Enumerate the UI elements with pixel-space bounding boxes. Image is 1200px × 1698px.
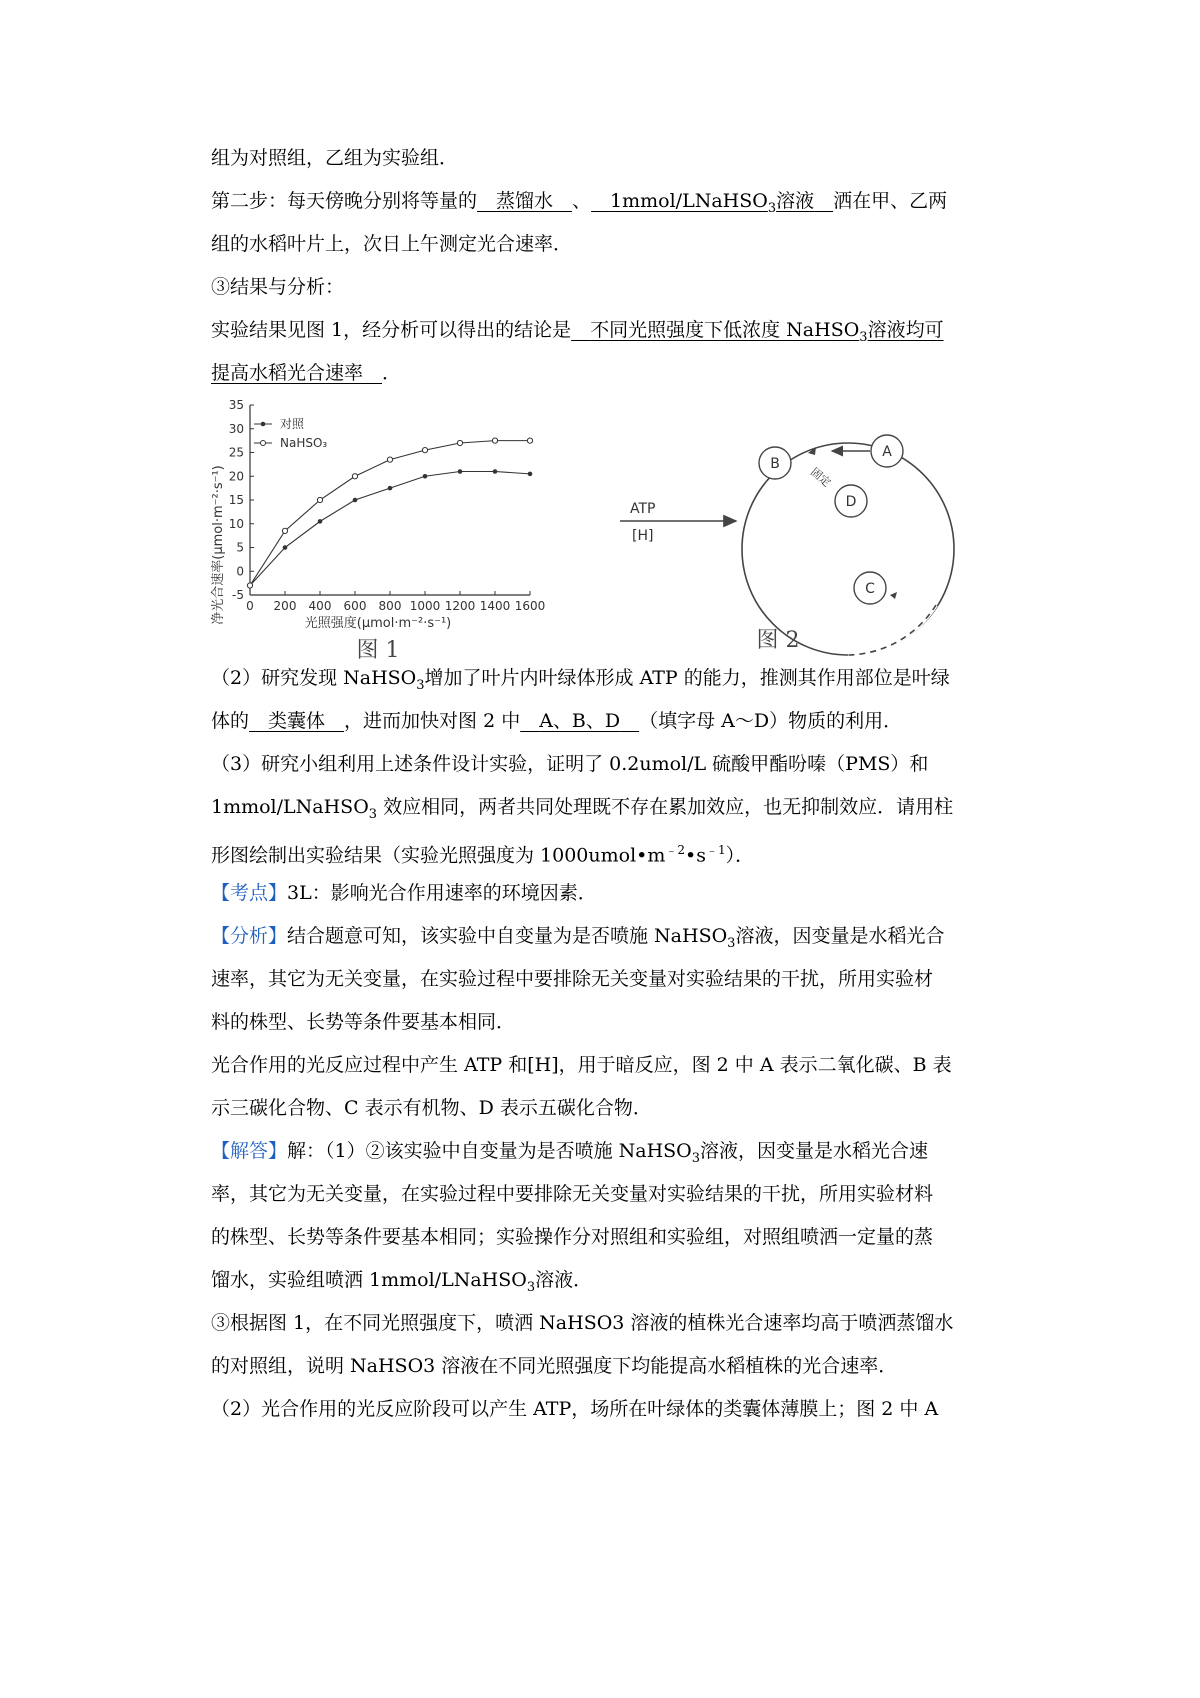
legend-label-control: 对照 [280,417,305,431]
answer-blank: 1mmol/LNaHSO$_3$溶液 [610,190,815,216]
x-tick-label: 1000 [409,599,441,613]
data-point-nahso3 [282,528,287,533]
figure-1-chart [200,395,600,700]
text-line: 组的水稻叶片上，次日上午测定光合速率． [211,233,573,255]
text-line: 的对照组，说明 NaHSO3 溶液在不同光照强度下均能提高水稻植株的光合速率． [211,1355,898,1377]
section-tag-kaodian: 【考点】 [211,882,288,904]
cycle-dashed-arc [848,605,936,655]
data-point-nahso3 [247,583,252,588]
h-label: [H] [632,528,654,544]
text-line: 馏水，实验组喷洒 1mmol/LNaHSO$_3$溶液． [211,1269,593,1295]
text-line: 【考点】3L：影响光合作用速率的环境因素． [211,882,597,904]
text-line: （3）研究小组利用上述条件设计实验，证明了 0.2umol/L 硫酸甲酯吩嗪（PMS）和 [211,753,929,775]
text-line: 示三碳化合物、C 表示有机物、D 表示五碳化合物． [211,1097,652,1119]
arrow-to-c [890,592,897,599]
text-line: 提高水稻光合速率 ． [211,362,402,384]
node-d-label: D [845,494,857,510]
data-point-nahso3 [352,474,357,479]
text-line: （2）研究发现 NaHSO$_3$增加了叶片内叶绿体形成 ATP 的能力，推测其作用部位是叶绿 [211,667,950,693]
legend-marker-nahso3 [261,441,266,446]
text-line: ③根据图 1，在不同光照强度下，喷洒 NaHSO3 溶液的植株光合速率均高于喷洒蒸馏水 [211,1312,954,1334]
text-line: 的株型、长势等条件要基本相同；实验操作分对照组和实验组，对照组喷洒一定量的蒸 [211,1226,934,1248]
data-point-nahso3 [422,448,427,453]
y-tick-label: 0 [236,564,244,579]
chart-axes [229,398,546,613]
legend-label-nahso3: NaHSO₃ [280,436,328,450]
text-line: ③结果与分析： [211,276,345,298]
data-point-nahso3 [387,457,392,462]
y-tick-label: 25 [228,445,244,460]
data-point-control [423,474,428,479]
x-tick-label: 0 [246,599,254,613]
figure-caption: 图 1 [356,638,400,663]
x-tick-label: 1600 [514,599,546,613]
text-line: 形图绘制出实验结果（实验光照强度为 $1000umol•m^{﹣2}•s^{﹣1}$）． [211,843,755,867]
text-line: 料的株型、长势等条件要基本相同． [211,1011,516,1033]
data-point-control [493,469,498,474]
text-line [211,188,947,222]
y-tick-label: 20 [228,469,244,484]
x-tick-label: 400 [308,599,332,613]
section-tag-jieda: 【解答】 [211,1140,288,1162]
chart-plot [247,438,532,588]
y-tick-label: 5 [236,540,244,555]
text-line: 实验结果见图 1，经分析可以得出的结论是 不同光照强度下低浓度 NaHSO$_3$溶液均可 [211,319,944,345]
text-span: 洒在甲、乙两 [833,190,948,212]
x-tick-label: 600 [343,599,367,613]
x-tick-label: 200 [273,599,297,613]
data-point-control [353,498,358,503]
x-axis-label: 光照强度(μmol·m⁻²·s⁻¹) [304,616,452,631]
data-point-nahso3 [317,497,322,502]
data-point-control [388,486,393,491]
data-point-control [458,469,463,474]
answer-blank: 类囊体 [268,710,326,732]
data-point-nahso3 [457,440,462,445]
x-tick-label: 800 [378,599,402,613]
chart-legend [254,416,327,450]
text-line: （2）光合作用的光反应阶段可以产生 ATP，场所在叶绿体的类囊体薄膜上；图 2 中 A [211,1398,939,1420]
node-b-label: B [770,456,780,472]
data-point-nahso3 [527,438,532,443]
text-line: 率，其它为无关变量，在实验过程中要排除无关变量对实验结果的干扰，所用实验材料 [211,1183,934,1205]
cycle-dashed-arc [848,605,936,655]
atp-label: ATP [630,501,656,517]
y-tick-label: 15 [228,493,244,507]
text-line [211,145,458,171]
text-line: 【解答】解：（1）②该实验中自变量为是否喷施 NaHSO$_3$溶液，因变量是水稻光合速 [211,1140,929,1166]
text-line: 1mmol/LNaHSO$_3$ 效应相同，两者共同处理既不存在累加效应，也无抑制效应．请用柱 [211,796,954,822]
node-c-label: C [865,581,875,597]
x-tick-label: 1400 [479,599,511,613]
y-tick-label: 35 [228,398,244,412]
text-line: 【分析】结合题意可知，该实验中自变量为是否喷施 NaHSO$_3$溶液，因变量是水稻光合 [211,925,945,951]
answer-blank: 蒸馏水 [496,190,554,212]
node-a-label: A [882,444,892,460]
data-point-nahso3 [492,438,497,443]
y-tick-label: 30 [228,421,244,436]
figure-caption: 图 2 [756,628,800,653]
text-line: 速率，其它为无关变量，在实验过程中要排除无关变量对实验结果的干扰，所用实验材 [211,968,934,990]
text-span: 、 [572,190,592,212]
x-tick-label: 1200 [444,599,476,613]
answer-blank: A、B、D [539,710,621,732]
text-line: 体的 类囊体 ，进而加快对图 2 中 A、B、D （填字母 A～D）物质的利用． [211,710,903,732]
section-tag-fenxi: 【分析】 [211,925,288,947]
fix-label: 固定 [808,465,834,490]
text-line: 光合作用的光反应过程中产生 ATP 和[H]，用于暗反应，图 2 中 A 表示二氧化碳、B 表 [211,1054,952,1076]
data-point-control [528,472,533,477]
answer-blank: 提高水稻光合速率 [211,362,364,384]
data-point-control [318,519,323,524]
y-tick-label: -5 [232,588,244,602]
answer-blank: 不同光照强度下低浓度 NaHSO$_3$溶液均可 [590,319,944,345]
text-span: 第二步：每天傍晚分别将等量的 [211,190,478,212]
text-span: 组为对照组，乙组为实验组． [211,147,459,169]
data-point-control [283,545,288,550]
y-tick-label: 10 [228,516,244,531]
figure-2-diagram [630,395,1000,700]
y-axis-label: 净光合速率(μmol·m⁻²·s⁻¹) [211,465,226,625]
